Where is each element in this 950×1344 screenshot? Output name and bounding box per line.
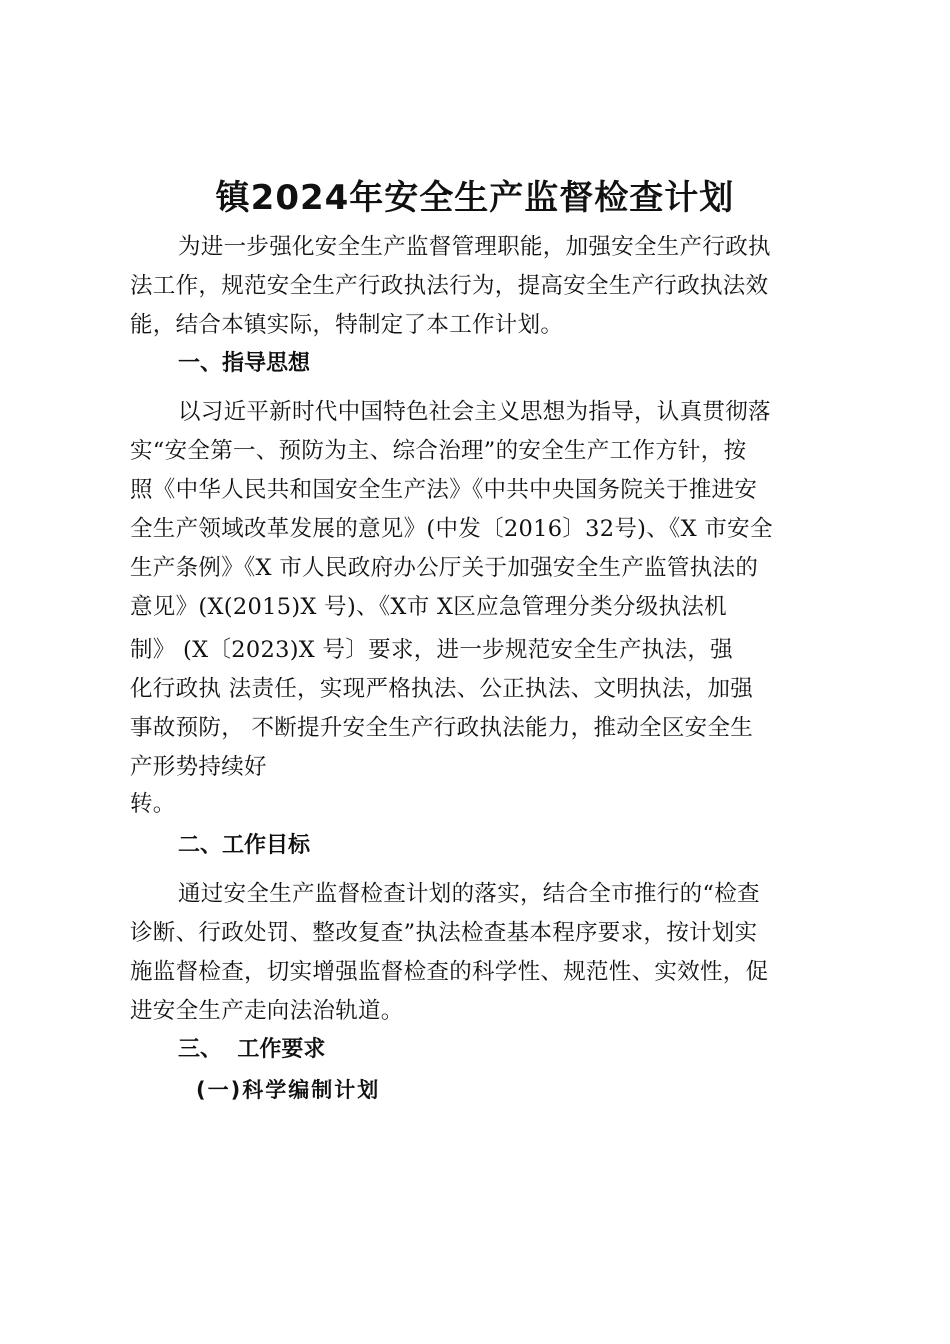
section1-line: 事故预防， 不断提升安全生产行政执法能力，推动全区安全生 [130, 715, 754, 741]
intro-line: 为进一步强化安全生产监督管理职能，加强安全生产行政执 [178, 234, 771, 260]
section1-line: 照《中华人民共和国安全生产法》《中共中央国务院关于推进安 [130, 477, 758, 503]
section1-line: 生产条例》《X 市人民政府办公厅关于加强安全生产监管执法的 [130, 555, 759, 581]
section1-line: 化行政执 法责任，实现严格执法、公正执法、文明执法，加强 [130, 676, 754, 702]
subsection-heading-planning: (一)科学编制计划 [196, 1078, 381, 1102]
intro-line: 能，结合本镇实际，特制定了本工作计划。 [130, 312, 564, 338]
document-title: 镇2024年安全生产监督检查计划 [215, 178, 735, 218]
section2-line: 诊断、行政处罚、整改复查”执法检查基本程序要求，按计划实 [130, 920, 758, 946]
section2-line: 施监督检查，切实增强监督检查的科学性、规范性、实效性，促 [130, 959, 769, 985]
section1-line: 制》 (X〔2023)X 号〕要求，进一步规范安全生产执法，强 [130, 637, 733, 663]
section2-line: 进安全生产走向法治轨道。 [130, 998, 404, 1024]
section1-line: 实“安全第一、预防为主、综合治理”的安全生产工作方针，按 [130, 438, 747, 464]
section1-line: 转。 [130, 791, 176, 817]
section-heading-work-requirements: 三、 工作要求 [178, 1037, 326, 1062]
section-heading-work-goals: 二、工作目标 [178, 833, 311, 858]
section1-line: 产形势持续好 [130, 754, 267, 780]
intro-line: 法工作，规范安全生产行政执法行为，提高安全生产行政执法效 [130, 273, 769, 299]
section-heading-guiding-ideology: 一、指导思想 [178, 351, 311, 376]
section1-line: 意见》(X(2015)X 号)、《X市 X区应急管理分类分级执法机 [130, 594, 727, 620]
section1-line: 全生产领域改革发展的意见》(中发〔2016〕32号)、《X 市安全 [130, 516, 773, 542]
section1-line: 以习近平新时代中国特色社会主义思想为指导，认真贯彻落 [178, 399, 771, 425]
section2-line: 通过安全生产监督检查计划的落实，结合全市推行的“检查 [178, 881, 760, 907]
